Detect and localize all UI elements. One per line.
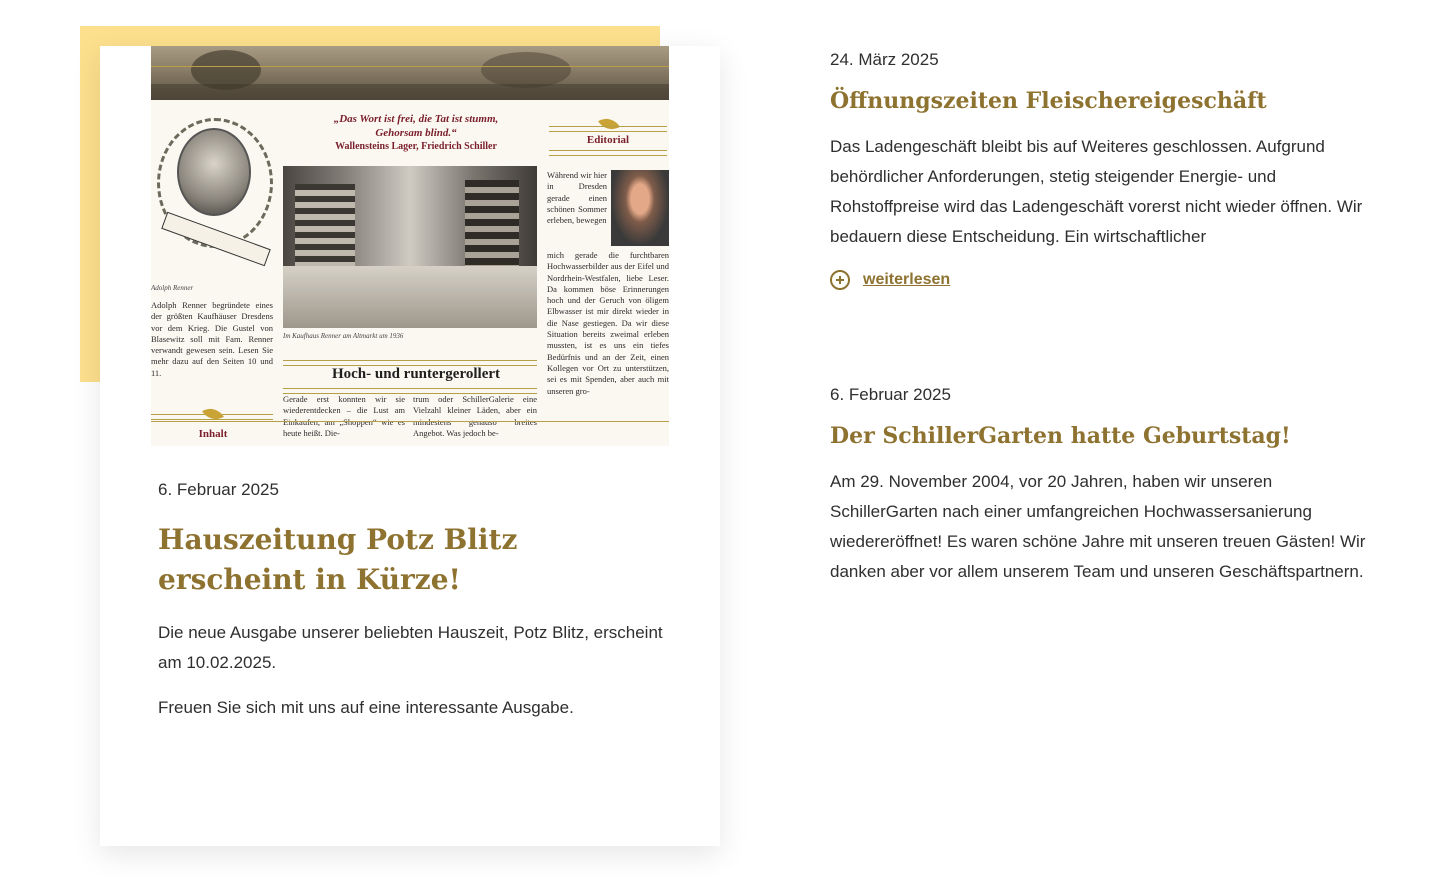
news-date: 24. März 2025 <box>830 50 939 69</box>
portrait-text: Adolph Renner begründete eines der größten Kaufhäuser Dresdens vor dem Krieg. Die Gustel von Blasewitz soll mit Fam. Renner verwandt gewesen sein. Lesen Sie mehr dazu auf den Seiten 10 und 11. <box>151 300 273 378</box>
image-frame-border <box>151 66 669 422</box>
inhalt-label: Inhalt <box>198 428 228 440</box>
editorial-label: Editorial <box>586 134 630 146</box>
store-photo-caption: Im Kaufhaus Renner am Altmarkt um 1936 <box>283 332 404 340</box>
newspaper-headline: Hoch- und runtergerollert <box>331 366 501 382</box>
post-body <box>158 618 678 723</box>
schiller-quote: „Das Wort ist frei, die Tat ist stumm, Gehorsam blind.“ Wallensteins Lager, Friedrich Schiller <box>333 113 499 152</box>
news-excerpt: Am 29. November 2004, vor 20 Jahren, haben wir unseren SchillerGarten nach einer umfangreichen Hochwassersanierung wiedereröffnet! Es waren schöne Jahre mit unseren treuen Gästen! Wir danken aber vor allem unserem Team und unseren Geschäftspartnern. <box>830 472 1366 581</box>
read-more-label[interactable]: weiterlesen <box>863 271 951 288</box>
article-column-2: trum oder SchillerGalerie eine Vielzahl kleiner Läden, aber ein mindestens genauso breites Angebot. Was jedoch be- <box>413 394 537 438</box>
news-item <box>830 385 1390 587</box>
plus-circle-icon[interactable] <box>830 270 850 290</box>
article-column-1: Gerade erst konnten wir sie wiederentdecken – die Lust am Einkaufen, am „Shoppen“ wie es heute heißt. Die- <box>283 394 405 438</box>
news-title[interactable]: Der SchillerGarten hatte Geburtstag! <box>830 423 1291 449</box>
post-paragraph: Freuen Sie sich mit uns auf eine interessante Ausgabe. <box>158 698 574 717</box>
editorial-text: mich gerade die furchtbaren Hochwasserbilder aus der Eifel und Nordrhein-Westfalen, liebe Leser. Da kommen böse Erinnerungen hoch und der Geruch von öligem Elbwasser ist mir direkt wieder in die Nase gestiegen. Da wir diese Situation bereits zweimal erleben mussten, ist es uns ein tiefes Bedürfnis und an der Zeit, einen Kollegen vor Ort zu unterstützen, sei es mit Spenden, aber auch mit unseren gro- <box>547 250 669 396</box>
read-more-link[interactable] <box>830 270 1390 290</box>
newspaper-cover-image[interactable] <box>151 46 669 446</box>
post-title[interactable]: Hauszeitung Potz Blitz erscheint in Kürze! <box>158 523 518 596</box>
editorial-text-top: Während wir hier in Dresden gerade einen schönen Sommer erleben, bewegen <box>547 170 607 226</box>
news-title[interactable]: Öffnungszeiten Fleischereigeschäft <box>830 88 1267 114</box>
post-date: 6. Februar 2025 <box>158 480 279 499</box>
portrait-caption: Adolph Renner <box>151 284 194 292</box>
post-paragraph: Die neue Ausgabe unserer beliebten Hauszeit, Potz Blitz, erscheint am 10.02.2025. <box>158 623 663 672</box>
news-excerpt: Das Ladengeschäft bleibt bis auf Weiteres geschlossen. Aufgrund behördlicher Anforderungen, stetig steigender Energie- und Rohstoffpreise wird das Ladengeschäft vorerst nicht wieder öffnen. Wir bedauern diese Entscheidung. Ein wirtschaftlicher <box>830 137 1363 246</box>
news-date: 6. Februar 2025 <box>830 385 951 404</box>
news-item <box>830 50 1390 290</box>
featured-news-card[interactable] <box>100 46 720 846</box>
